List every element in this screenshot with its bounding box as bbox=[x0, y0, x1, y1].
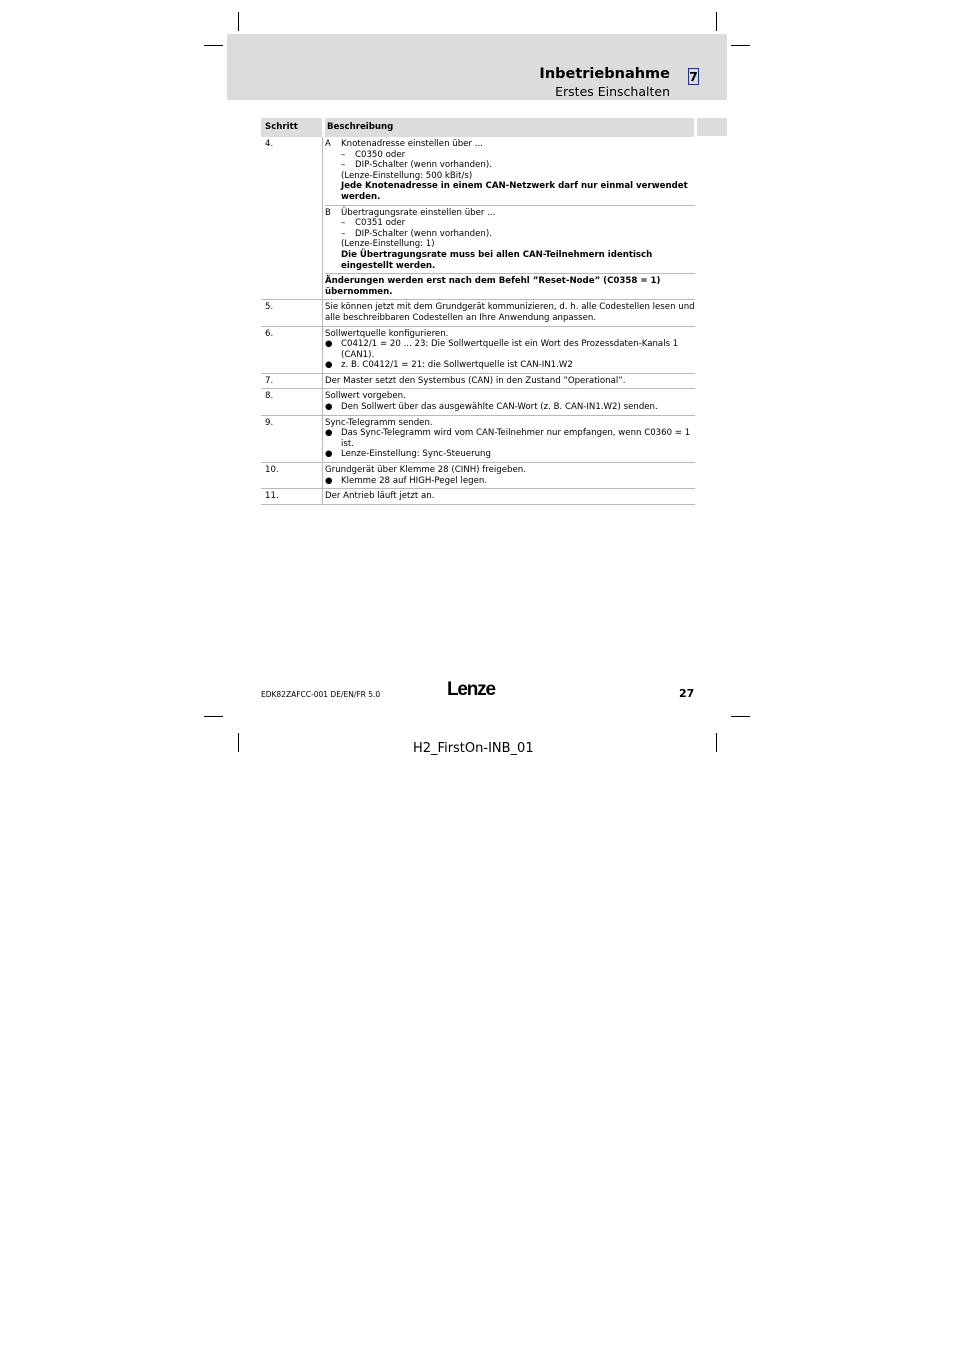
step-number: 10. bbox=[265, 465, 279, 476]
bullet-icon: ● bbox=[325, 475, 333, 486]
default-text: (Lenze-Einstellung: 500 kBit/s) bbox=[341, 170, 473, 181]
step-text: Sollwert vorgeben. bbox=[325, 391, 406, 402]
bullet-text: z. B. C0412/1 = 21: die Sollwertquelle ist CAN-IN1.W2 bbox=[341, 360, 573, 371]
bullet-icon: ● bbox=[325, 402, 333, 413]
lenze-logo: Lenze bbox=[447, 679, 495, 700]
dash-icon: – bbox=[341, 160, 346, 171]
step-table bbox=[261, 118, 695, 505]
step-description bbox=[322, 137, 695, 299]
bullet-icon: ● bbox=[325, 449, 333, 460]
table-row bbox=[261, 300, 695, 326]
crop-mark bbox=[716, 12, 717, 31]
step-description bbox=[322, 327, 695, 373]
step-description: Der Antrieb läuft jetzt an. bbox=[322, 489, 695, 504]
bullet-text: C0412/1 = 20 ... 23: Die Sollwertquelle ist ein Wort des Prozessdaten-Kanals 1 (CAN1). bbox=[341, 339, 679, 360]
table-header-tab bbox=[697, 118, 727, 136]
dash-icon: – bbox=[341, 228, 346, 239]
option-text: C0351 oder bbox=[355, 218, 406, 229]
bullet-text: Lenze-Einstellung: Sync-Steuerung bbox=[341, 449, 491, 460]
dash-icon: – bbox=[341, 149, 346, 160]
table-row bbox=[261, 374, 695, 390]
footer-label: H2_FirstOn-INB_01 bbox=[413, 741, 534, 756]
table-header bbox=[261, 118, 695, 137]
note-text: Jede Knotenadresse in einem CAN-Netzwerk darf nur einmal verwendet werden. bbox=[341, 181, 688, 202]
step-number: 8. bbox=[265, 391, 274, 402]
default-text: (Lenze-Einstellung: 1) bbox=[341, 239, 435, 250]
table-row bbox=[261, 389, 695, 415]
bullet-icon: ● bbox=[325, 339, 333, 350]
step-description: Der Master setzt den Systembus (CAN) in den Zustand ”Operational”. bbox=[322, 374, 695, 389]
chapter-number-badge: 7 bbox=[689, 69, 698, 84]
substep-b bbox=[325, 208, 695, 275]
substep-a bbox=[325, 139, 695, 206]
crop-mark bbox=[731, 45, 750, 46]
substep-title: Übertragungsrate einstellen über ... bbox=[341, 207, 496, 218]
step-description bbox=[322, 463, 695, 488]
option-text: DIP-Schalter (wenn vorhanden). bbox=[355, 228, 492, 239]
crop-mark bbox=[204, 716, 223, 717]
dash-icon: – bbox=[341, 218, 346, 229]
step-text: Grundgerät über Klemme 28 (CINH) freigeben. bbox=[325, 465, 526, 476]
crop-mark bbox=[204, 45, 223, 46]
crop-mark bbox=[731, 716, 750, 717]
step-description: Sie können jetzt mit dem Grundgerät kommunizieren, d. h. alle Codestellen lesen und alle beschreibbaren Codestellen an Ihre Anwendung anpassen. bbox=[322, 300, 695, 325]
chapter-title: Inbetriebnahme bbox=[539, 66, 670, 82]
option-text: C0350 oder bbox=[355, 149, 406, 160]
table-row bbox=[261, 416, 695, 463]
section-title: Erstes Einschalten bbox=[555, 84, 670, 99]
bullet-icon: ● bbox=[325, 360, 333, 371]
bullet-text: Das Sync-Telegramm wird vom CAN-Teilnehmer nur empfangen, wenn C0360 = 1 ist. bbox=[341, 428, 691, 449]
table-row bbox=[261, 463, 695, 489]
bullet-text: Klemme 28 auf HIGH-Pegel legen. bbox=[341, 475, 488, 486]
col-header-description: Beschreibung bbox=[325, 118, 694, 137]
substep-label: B bbox=[325, 207, 331, 218]
note-text: Die Übertragungsrate muss bei allen CAN-Teilnehmern identisch eingestellt werden. bbox=[341, 249, 653, 271]
substep-label: A bbox=[325, 139, 331, 149]
bullet-text: Den Sollwert über das ausgewählte CAN-Wort (z. B. CAN-IN1.W2) senden. bbox=[341, 402, 658, 413]
crop-mark bbox=[716, 733, 717, 752]
header-band bbox=[227, 34, 727, 100]
col-header-step: Schritt bbox=[261, 118, 322, 137]
step-text: Sollwertquelle konfigurieren. bbox=[325, 328, 449, 339]
step-number: 5. bbox=[265, 302, 274, 313]
option-text: DIP-Schalter (wenn vorhanden). bbox=[355, 160, 492, 171]
reset-note: Änderungen werden erst nach dem Befehl ”Reset-Node” (C0358 = 1) übernommen. bbox=[325, 276, 661, 297]
table-row bbox=[261, 327, 695, 374]
step-number: 4. bbox=[265, 139, 274, 149]
step-text: Sync-Telegramm senden. bbox=[325, 417, 433, 428]
step-number: 9. bbox=[265, 417, 274, 428]
document-id: EDK82ZAFCC-001 DE/EN/FR 5.0 bbox=[261, 690, 381, 699]
step-number: 6. bbox=[265, 328, 274, 339]
step-description bbox=[322, 389, 695, 414]
bullet-icon: ● bbox=[325, 428, 333, 439]
table-row bbox=[261, 137, 695, 300]
step-number: 11. bbox=[265, 491, 279, 502]
step-description bbox=[322, 416, 695, 462]
crop-mark bbox=[238, 12, 239, 31]
step-number: 7. bbox=[265, 375, 274, 386]
substep-title: Knotenadresse einstellen über ... bbox=[341, 139, 483, 149]
page-number: 27 bbox=[679, 687, 695, 700]
crop-mark bbox=[238, 733, 239, 752]
table-row bbox=[261, 489, 695, 505]
